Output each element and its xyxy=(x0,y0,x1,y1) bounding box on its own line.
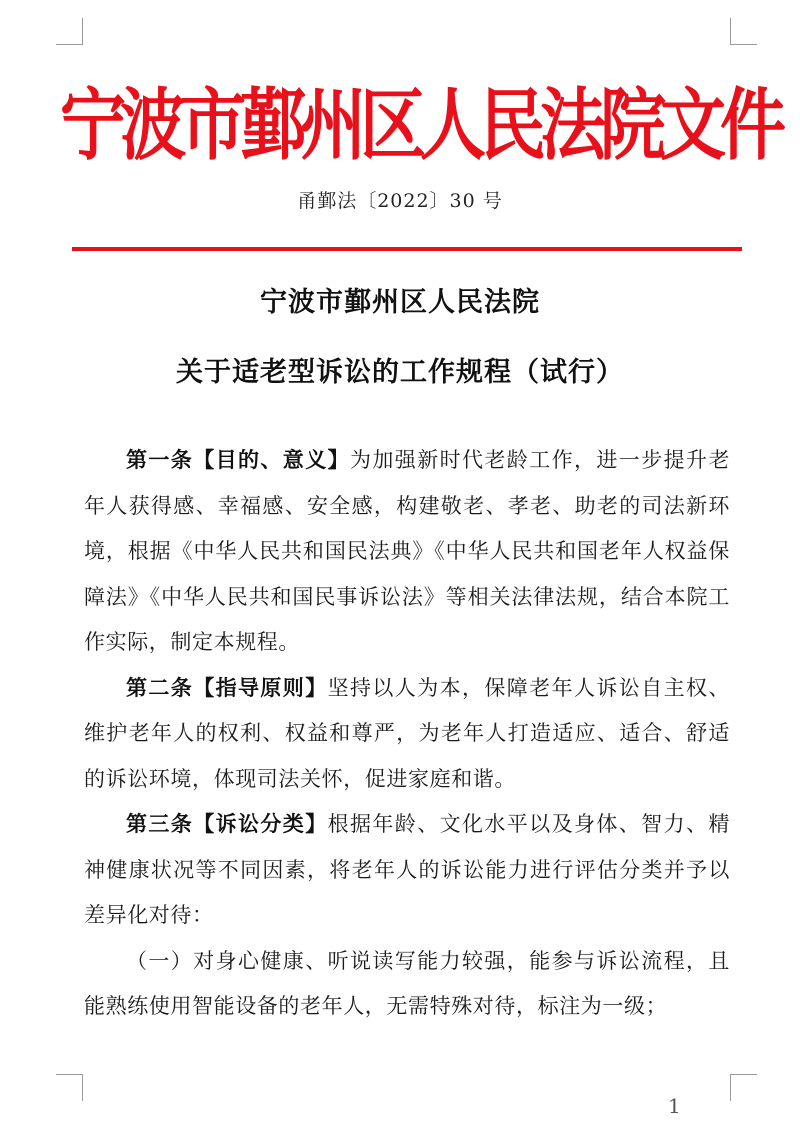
crop-mark-top-right xyxy=(730,18,757,45)
article-text: 根据年龄、文化水平以及身体、智力、精神健康状况等不同因素，将老年人的诉讼能力进行评估分类并予以差异化对待： xyxy=(84,812,730,927)
article-3 xyxy=(84,802,730,939)
article-2 xyxy=(84,666,730,803)
article-heading: 第一条【目的、意义】 xyxy=(126,448,350,472)
article-1 xyxy=(84,438,730,666)
document-title-line-2: 关于适老型诉讼的工作规程（试行） xyxy=(176,357,624,388)
page-number: 1 xyxy=(668,1094,681,1118)
article-text: 为加强新时代老龄工作，进一步提升老年人获得感、幸福感、安全感，构建敬老、孝老、助老的司法新环境，根据《中华人民共和国民法典》《中华人民共和国老年人权益保障法》《中华人民共和国民事诉讼法》等相关法律法规，结合本院工作实际，制定本规程。 xyxy=(84,448,730,654)
crop-mark-top-left xyxy=(56,18,83,45)
article-heading: 第三条【诉讼分类】 xyxy=(126,812,328,836)
document-number: 甬鄞法〔2022〕30 号 xyxy=(297,190,503,212)
document-body xyxy=(84,438,730,1030)
article-heading: 第二条【指导原则】 xyxy=(126,675,328,700)
crop-mark-bottom-right xyxy=(730,1074,757,1101)
crop-mark-bottom-left xyxy=(56,1074,83,1101)
document-header-title: 宁波市鄞州区人民法院文件 xyxy=(60,79,780,172)
article-text: 坚持以人为本，保障老年人诉讼自主权、维护老年人的权利、权益和尊严，为老年人打造适应、适合、舒适的诉讼环境，体现司法关怀，促进家庭和谐。 xyxy=(84,675,730,791)
header-red-rule xyxy=(72,247,742,251)
document-title-line-1: 宁波市鄞州区人民法院 xyxy=(260,287,540,318)
list-item: （一）对身心健康、听说读写能力较强，能参与诉讼流程，且能熟练使用智能设备的老年人，无需特殊对待，标注为一级； xyxy=(84,948,730,1018)
